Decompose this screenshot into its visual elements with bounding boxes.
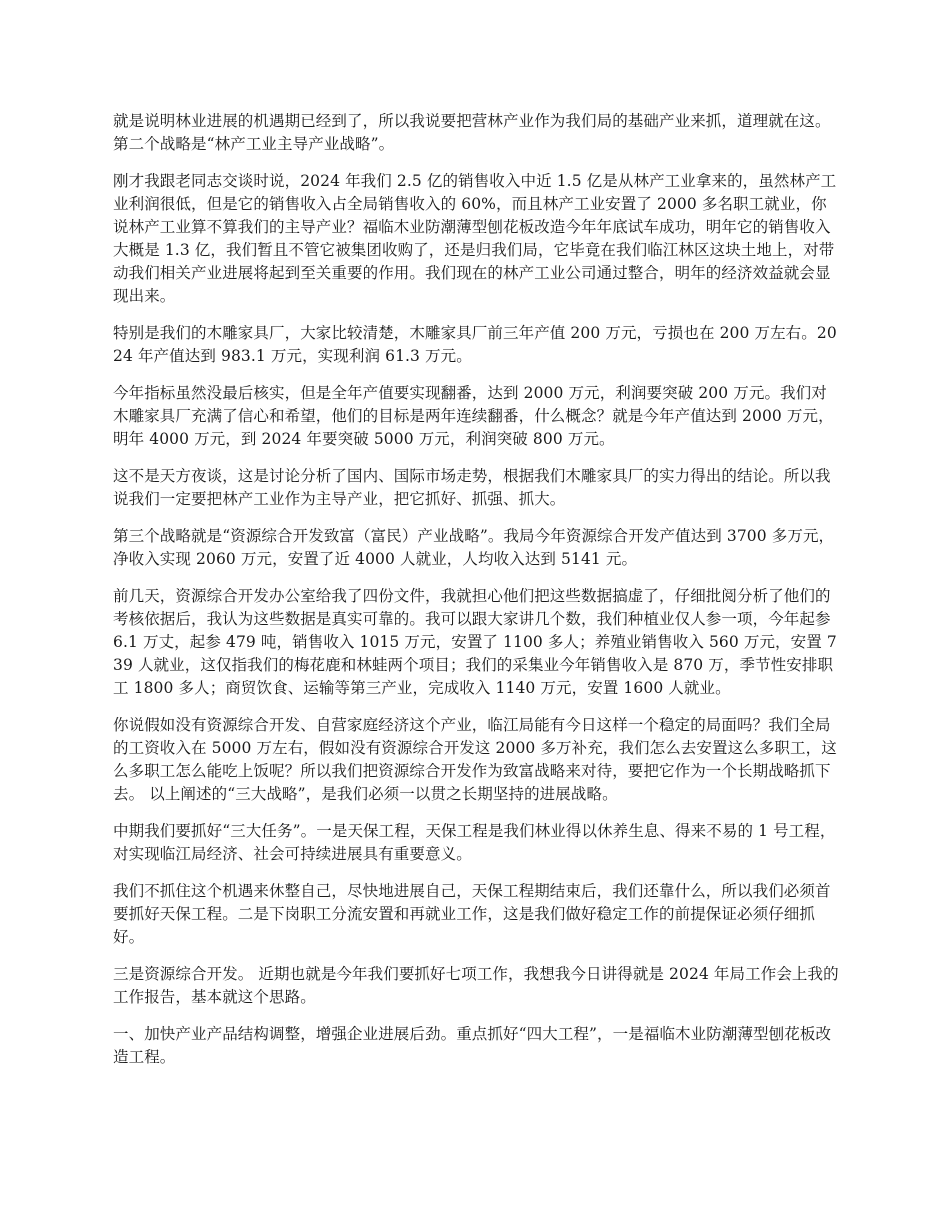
paragraph: 三是资源综合开发。 近期也就是今年我们要抓好七项工作，我想我今日讲得就是 2024 年局工作会上我的工作报告，基本就这个思路。 — [113, 965, 839, 1006]
paragraph: 第三个战略就是“资源综合开发致富（富民）产业战略”。我局今年资源综合开发产值达到 3700 多万元，净收入实现 2060 万元，安置了近 4000 人就业，人均收入达到 5141 元。 — [113, 527, 835, 568]
paragraph: 就是说明林业进展的机遇期已经到了，所以我说要把营林产业作为我们局的基础产业来抓，道理就在这。 第二个战略是“林产工业主导产业战略”。 — [113, 112, 831, 153]
paragraph: 特别是我们的木雕家具厂，大家比较清楚，木雕家具厂前三年产值 200 万元，亏损也在 200 万左右。2024 年产值达到 983.1 万元，实现利润 61.3 万元。 — [113, 324, 837, 365]
paragraph: 一、加快产业产品结构调整，增强企业进展后劲。重点抓好“四大工程”，一是福临木业防潮薄型刨花板改造工程。 — [113, 1025, 832, 1066]
paragraph: 刚才我跟老同志交谈时说，2024 年我们 2.5 亿的销售收入中近 1.5 亿是从林产工业拿来的，虽然林产工业利润很低，但是它的销售收入占全局销售收入的 60%，而且林产工业安置了 2000 多名职工就业，你说林产工业算不算我们的主导产业？福临木业防潮薄型刨花板改造今年年底试车成功，明年它的销售收入大概是 1.3 亿，我们暂且不管它被集团收购了，还是归我们局，它毕竟在我们临江林区这块土地上，对带动我们相关产业进展将起到至关重要的作用。我们现在的林产工业公司通过整合，明年的经济效益就会显现出来。 — [113, 172, 837, 305]
document-body — [113, 110, 840, 1083]
paragraph: 我们不抓住这个机遇来休整自己，尽快地进展自己，天保工程期结束后，我们还靠什么，所以我们必须首要抓好天保工程。二是下岗职工分流安置和再就业工作，这是我们做好稳定工作的前提保证必须仔细抓好。 — [113, 882, 831, 946]
paragraph: 中期我们要抓好“三大任务”。一是天保工程，天保工程是我们林业得以休养生息、得来不易的 1 号工程，对实现临江局经济、社会可持续进展具有重要意义。 — [113, 822, 836, 863]
paragraph: 前几天，资源综合开发办公室给我了四份文件，我就担心他们把这些数据搞虚了，仔细批阅分析了他们的考核依据后，我认为这些数据是真实可靠的。我可以跟大家讲几个数，我们种植业仅人参一项，今年起参 6.1 万丈，起参 479 吨，销售收入 1015 万元，安置了 1100 多人；养殖业销售收入 560 万元，安置 739 人就业，这仅指我们的梅花鹿和林蛙两个项目；我们的采集业今年销售收入是 870 万，季节性安排职工 1800 多人；商贸饮食、运输等第三产业，完成收入 1140 万元，安置 1600 人就业。 — [113, 587, 837, 697]
paragraph: 今年指标虽然没最后核实，但是全年产值要实现翻番，达到 2000 万元，利润要突破 200 万元。我们对木雕家具厂充满了信心和希望，他们的目标是两年连续翻番，什么概念？就是今年产值达到 2000 万元，明年 4000 万元，到 2024 年要突破 5000 万元，利润突破 800 万元。 — [113, 384, 834, 448]
paragraph: 你说假如没有资源综合开发、自营家庭经济这个产业，临江局能有今日这样一个稳定的局面吗？我们全局的工资收入在 5000 万左右，假如没有资源综合开发这 2000 多万补充，我们怎么去安置这么多职工，这么多职工怎么能吃上饭呢？所以我们把资源综合开发作为致富战略来对待，要把它作为一个长期战略抓下去。 以上阐述的“三大战略”，是我们必须一以贯之长期坚持的进展战略。 — [113, 716, 837, 803]
paragraph: 这不是天方夜谈，这是讨论分析了国内、国际市场走势，根据我们木雕家具厂的实力得出的结论。所以我说我们一定要把林产工业作为主导产业，把它抓好、抓强、抓大。 — [113, 467, 831, 508]
